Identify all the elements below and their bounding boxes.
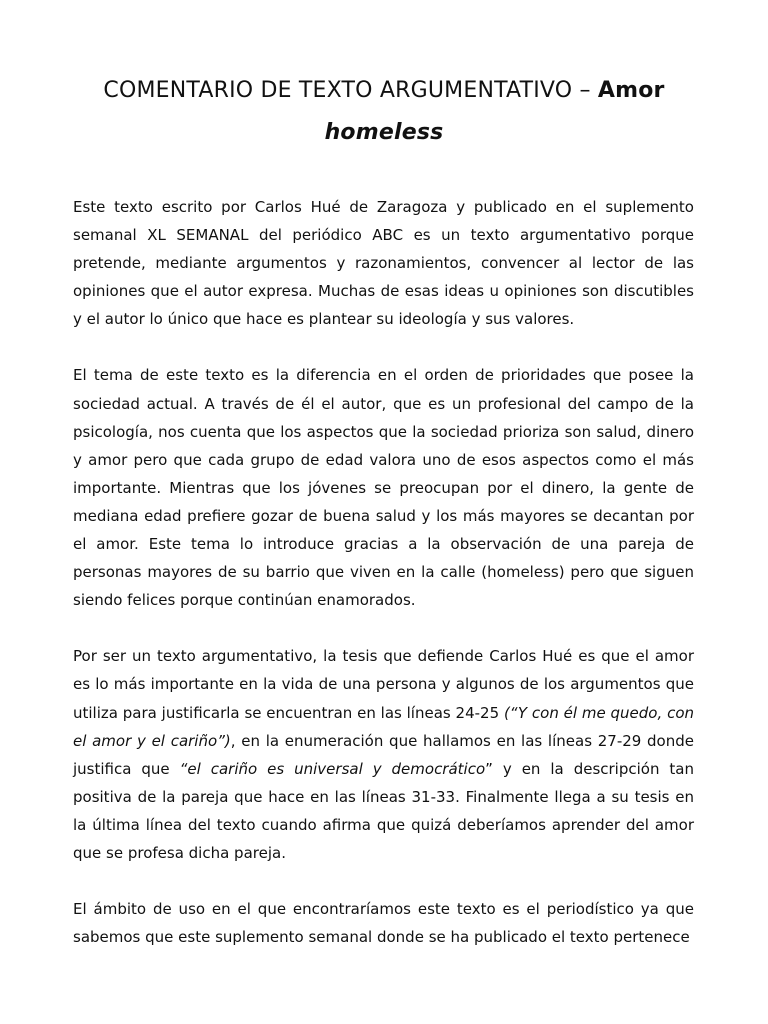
paragraph-3-quote-2: “el cariño es universal y democrático <box>179 759 486 778</box>
document-body <box>73 193 694 979</box>
paragraph-2: El tema de este texto es la diferencia en el orden de prioridades que posee la sociedad actual. A través de él el autor, que es un profesional del campo de la psicología, nos cuenta que los aspectos que la sociedad prioriza son salud, dinero y amor pero que cada grupo de edad valora uno de esos aspectos como el más importante. Mientras que los jóvenes se preocupan por el dinero, la gente de mediana edad prefiere gozar de buena salud y los más mayores se decantan por el amor. Este tema lo introduce gracias a la observación de una pareja de personas mayores de su barrio que viven en la calle (homeless) pero que siguen siendo felices porque continúan enamorados. <box>73 366 694 610</box>
title-main: COMENTARIO DE TEXTO ARGUMENTATIVO – <box>103 78 598 103</box>
paragraph-1: Este texto escrito por Carlos Hué de Zaragoza y publicado en el suplemento semanal XL SEMANAL del periódico ABC es un texto argumentativo porque pretende, mediante argumentos y razonamientos, convencer al lector de las opiniones que el autor expresa. Muchas de esas ideas u opiniones son discutibles y el autor lo único que hace es plantear su ideología y sus valores. <box>73 198 694 329</box>
document-title <box>40 70 728 154</box>
paragraph-3-part-a: Por ser un texto argumentativo, la tesis que defiende Carlos Hué es que el amor es lo más importante en la vida de una persona y algunos de los argumentos que utiliza para justificarla se encuentran en las líneas 24-25 <box>73 647 694 722</box>
title-bold-word: Amor <box>597 78 665 103</box>
paragraph-3-part-e: ” y en la descripción tan positiva de la pareja que hace en las líneas 31-33. Finalmente llega a su tesis en la última línea del texto cuando afirma que quizá deberíamos aprender del amor que se profesa dicha pareja. <box>73 759 695 862</box>
paragraph-3 <box>73 642 694 867</box>
title-italic-word: homeless <box>324 120 444 145</box>
paragraph-3-quote-1: (“Y con él me quedo, con el amor y el cariño”) <box>73 703 695 750</box>
paragraph-3-part-c: , en la enumeración que hallamos en las líneas 27-29 donde justifica que <box>73 731 694 778</box>
paragraph-4: El ámbito de uso en el que encontraríamos este texto es el periodístico ya que sabemos que este suplemento semanal donde se ha publicado el texto pertenece <box>73 900 694 947</box>
